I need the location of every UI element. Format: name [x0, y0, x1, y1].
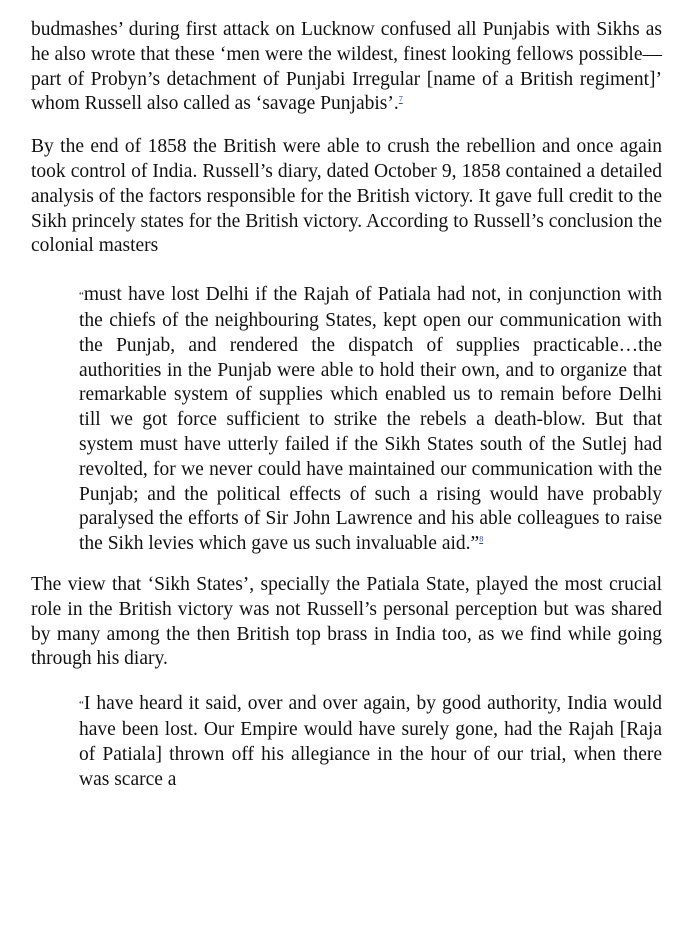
footnote-link-7[interactable]: 7 — [398, 94, 403, 104]
paragraph-1 — [31, 18, 662, 117]
paragraph-2 — [31, 135, 662, 259]
paragraph-1-text: budmashes’ during first attack on Lucknow confused all Punjabis with Sikhs as he also wrote that these ‘men were the wildest, finest looking fellows possible—part of Probyn’s detachment of Punjabi Irregular [name of a British regiment]’ whom Russell also called as ‘savage Punjabis’. — [31, 19, 662, 115]
block-quote-2 — [79, 692, 662, 792]
quote-2-open-mark: “ — [79, 699, 84, 712]
quote-2-text: I have heard it said, over and over again, by good authority, India would have been lost. Our Empire would have surely gone, had the Rajah [Raja of Patiala] thrown off his allegiance in the hour of our trial, when there was scarce a — [79, 693, 662, 790]
block-quote-1 — [79, 283, 662, 557]
paragraph-3-text: The view that ‘Sikh States’, specially the Patiala State, played the most crucial role in the British victory was not Russell’s personal perception but was shared by many among the then British top brass in India too, as we find while going through his diary. — [31, 573, 662, 670]
quote-1-open-mark: “ — [79, 290, 84, 303]
paragraph-2-text: By the end of 1858 the British were able to crush the rebellion and once again took control of India. Russell’s diary, dated October 9, 1858 contained a detailed analysis of the factors responsible for the British victory. It gave full credit to the Sikh princely states for the British victory. According to Russell’s conclusion the colonial masters — [31, 136, 662, 257]
quote-1-text: must have lost Delhi if the Rajah of Patiala had not, in conjunction with the chiefs of the neighbouring States, kept open our communication with the Punjab, and rendered the dispatch of supplies practicable…the authorities in the Punjab were able to hold their own, and to organize that remarkable system of supplies which enabled us to remain before Delhi till we got force sufficient to strike the rebels a death-blow. But that system must have utterly failed if the Sikh States south of the Sutlej had revolted, for we never could have maintained our communication with the Punjab; and the political effects of such a rising would have probably paralysed the efforts of Sir John Lawrence and his able colleagues to raise the Sikh levies which gave us such invaluable aid.” — [79, 284, 662, 555]
paragraph-3 — [31, 573, 662, 672]
footnote-link-8[interactable]: 8 — [479, 534, 484, 544]
